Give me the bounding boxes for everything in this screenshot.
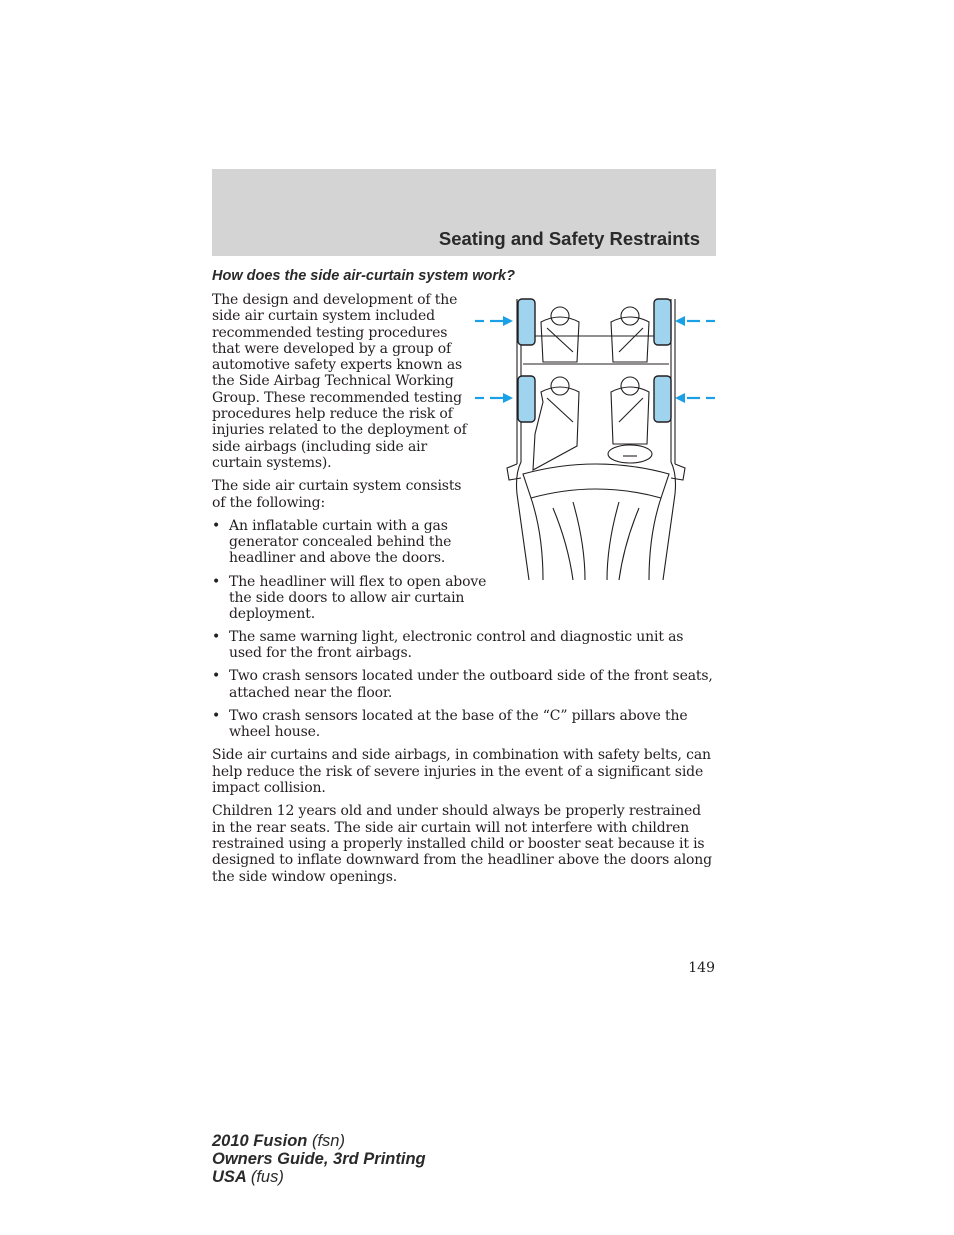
footer-model-code: (fsn) (311, 1132, 345, 1150)
paragraph-combination: Side air curtains and side airbags, in combination with safety belts, can help reduce the risk of severe injuries in the event of a significant side impact collision. (212, 747, 711, 797)
list-item-text: Two crash sensors located at the base of the “C” pillars above the wheel house. (229, 707, 688, 741)
paragraph-children: Children 12 years old and under should always be properly restrained in the rear seats. The side air curtain will not interfere with children restrained using a properly installed child or booster seat because it is designed to inflate downward from the headliner above the doors along the side window openings. (212, 803, 712, 885)
list-item-text: The same warning light, electronic control and diagnostic unit as used for the front airbags. (229, 628, 684, 661)
list-item (212, 708, 717, 741)
footer-region-code: (fus) (250, 1168, 284, 1186)
list-item (212, 518, 487, 567)
section-header-band (212, 169, 716, 256)
footer-guide: Owners Guide, 3rd Printing (212, 1150, 426, 1168)
list-item-text: An inflatable curtain with a gas generator concealed behind the headliner and above the doors. (229, 517, 452, 567)
list-item (212, 574, 487, 623)
bullet-dot: • (212, 628, 221, 645)
footer-line-model (212, 1132, 426, 1150)
page-number: 149 (688, 960, 715, 976)
footer-model: 2010 Fusion (212, 1132, 308, 1150)
list-item (212, 668, 717, 701)
document-footer (212, 1132, 426, 1186)
section-heading: How does the side air-curtain system work? (212, 268, 515, 284)
list-item-text: Two crash sensors located under the outboard side of the front seats, attached near the floor. (229, 668, 713, 701)
paragraph-design: The design and development of the side air curtain system included recommended testing procedures that were developed by a group of automotive safety experts known as the Side Airbag Technical Working Group. These recommended testing procedures help reduce the risk of injuries related to the deployment of side airbags (including side air curtain systems). (212, 292, 467, 471)
footer-region: USA (212, 1168, 247, 1186)
list-item-text: The headliner will flex to open above the side doors to allow air curtain deployment. (229, 573, 487, 623)
side-air-curtain-diagram (473, 294, 717, 584)
bullet-dot: • (212, 707, 221, 724)
bullet-dot: • (212, 668, 221, 685)
section-header-title: Seating and Safety Restraints (438, 228, 700, 249)
bullet-dot: • (212, 573, 221, 590)
paragraph-consists: The side air curtain system consists of the following: (212, 478, 462, 511)
bullet-dot: • (212, 517, 221, 534)
footer-line-region (212, 1168, 426, 1186)
list-item (212, 629, 717, 662)
